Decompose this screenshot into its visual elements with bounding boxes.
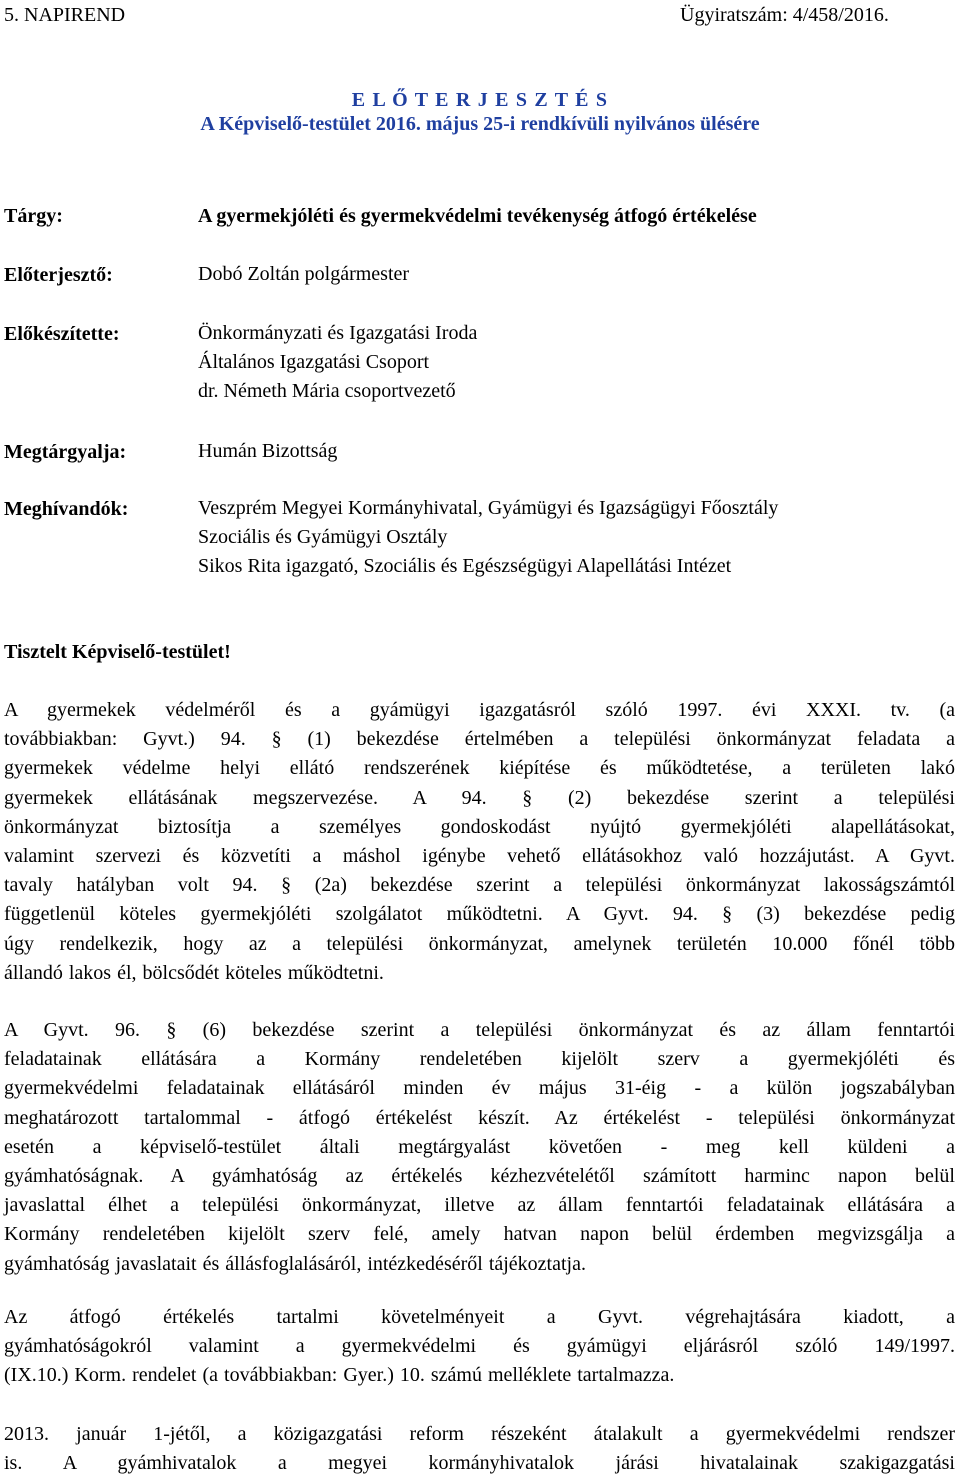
discussed-value: Humán Bizottság (198, 440, 338, 462)
prepared-value (198, 319, 958, 406)
text-line: 2013. január 1-jétől, a közigazgatási reform részeként átalakult a gyermekvédelmi rendszer (4, 1423, 955, 1445)
text-line: tavaly hatályban volt 94. § (2a) bekezdése szerint a települési önkormányzat lakosságszámtól (4, 874, 955, 897)
prepared-line: Általános Igazgatási Csoport (198, 351, 430, 373)
invited-line: Szociális és Gyámügyi Osztály (198, 526, 448, 548)
prepared-line: dr. Németh Mária csoportvezető (198, 380, 456, 402)
text-line: javaslattal élhet a települési önkormányzat, illetve az állam fenntartói feladatainak ellátására a (4, 1194, 955, 1217)
text-line: meghatározott tartalommal - átfogó értékelést készít. Az értékelést - települési önkormányzat (4, 1106, 955, 1129)
text-line: továbbiakban: Gyvt.) 94. § (1) bekezdése értelmében a települési önkormányzat feladata a (4, 728, 955, 751)
presenter-label: Előterjesztő: (4, 264, 113, 286)
agenda-item-number: 5. NAPIREND (4, 4, 126, 26)
subject-label: Tárgy: (4, 205, 63, 227)
text-line: úgy rendelkezik, hogy az a települési önkormányzat, amelynek területén 10.000 főnél több (4, 932, 955, 955)
paragraph-content-requirements (4, 1303, 955, 1391)
prepared-line: Önkormányzati és Igazgatási Iroda (198, 322, 478, 344)
text-line: A Gyvt. 96. § (6) bekezdése szerint a települési önkormányzat és az állam fenntartói (4, 1019, 955, 1041)
text-line: önkormányzat biztosítja a személyes gondoskodást nyújtó gyermekjóléti alapellátásokat, (4, 815, 955, 838)
presenter-value: Dobó Zoltán polgármester (198, 263, 410, 285)
document-header (4, 0, 956, 30)
paragraph-reform (4, 1420, 955, 1478)
invited-value (198, 494, 958, 581)
text-line: valamint szervezi és közvetíti a máshol igénybe vehető ellátásokhoz való hozzájutást. A Gyvt. (4, 845, 955, 868)
file-number: Ügyiratszám: 4/458/2016. (680, 4, 889, 26)
text-line: is. A gyámhivatalok a megyei kormányhivatalok járási hivatalainak szakigazgatási (4, 1452, 955, 1475)
text-line: gyermekek ellátásának megszervezése. A 94. § (2) bekezdése szerint a települési (4, 786, 955, 809)
title-meeting: A Képviselő-testület 2016. május 25-i rendkívüli nyilvános ülésére (200, 113, 760, 135)
paragraph-legal-basis (4, 696, 955, 988)
text-line: Kormány rendeletében kijelölt szerv felé, amely hatvan napon belül érdemben megvizsgálja a (4, 1223, 955, 1246)
invited-line: Veszprém Megyei Kormányhivatal, Gyámügyi és Igazságügyi Főosztály (198, 497, 779, 519)
text-line: állandó lakos él, bölcsődét köteles működtetni. (4, 961, 384, 984)
salutation: Tisztelt Képviselő-testület! (4, 641, 231, 663)
title-proposal: E L Ő T E R J E S Z T É S (351, 89, 609, 111)
text-line: (IX.10.) Korm. rendelet (a továbbiakban: Gyer.) 10. számú melléklete tartalmazza. (4, 1364, 675, 1387)
invited-line: Sikos Rita igazgató, Szociális és Egészségügyi Alapellátási Intézet (198, 555, 732, 577)
discussed-label: Megtárgyalja: (4, 441, 127, 463)
invited-label: Meghívandók: (4, 498, 129, 520)
text-line: A gyermekek védelméről és a gyámügyi igazgatásról szóló 1997. évi XXXI. tv. (a (4, 699, 955, 721)
paragraph-evaluation-duty (4, 1016, 955, 1279)
text-line: feladatainak ellátására a Kormány rendeletében kijelölt szerv a gyermekjóléti és (4, 1048, 955, 1071)
text-line: Az átfogó értékelés tartalmi követelményeit a Gyvt. végrehajtására kiadott, a (4, 1306, 955, 1328)
text-line: függetlenül köteles gyermekjóléti szolgálatot működtetni. A Gyvt. 94. § (3) bekezdése pedig (4, 903, 955, 926)
prepared-label: Előkészítette: (4, 323, 120, 345)
subject-value: A gyermekjóléti és gyermekvédelmi tevékenység átfogó értékelése (198, 205, 757, 227)
text-line: gyámhatóságokról valamint a gyermekvédelmi és gyámügyi eljárásról szóló 149/1997. (4, 1335, 955, 1358)
text-line: gyámhatóság javaslatait és állásfoglalásáról, intézkedéséről tájékoztatja. (4, 1252, 586, 1275)
text-line: esetén a képviselő-testület általi megtárgyalást követően - meg kell küldeni a (4, 1135, 955, 1158)
document-title (0, 88, 960, 136)
text-line: gyámhatóságnak. A gyámhatóság az értékelés kézhezvételétől számított harminc napon belül (4, 1165, 955, 1188)
text-line: gyermekek védelme helyi ellátó rendszerének kiépítése és működtetése, a területen lakó (4, 757, 955, 780)
text-line: gyermekvédelmi feladatainak ellátásáról minden év május 31-éig - a külön jogszabályban (4, 1077, 955, 1100)
